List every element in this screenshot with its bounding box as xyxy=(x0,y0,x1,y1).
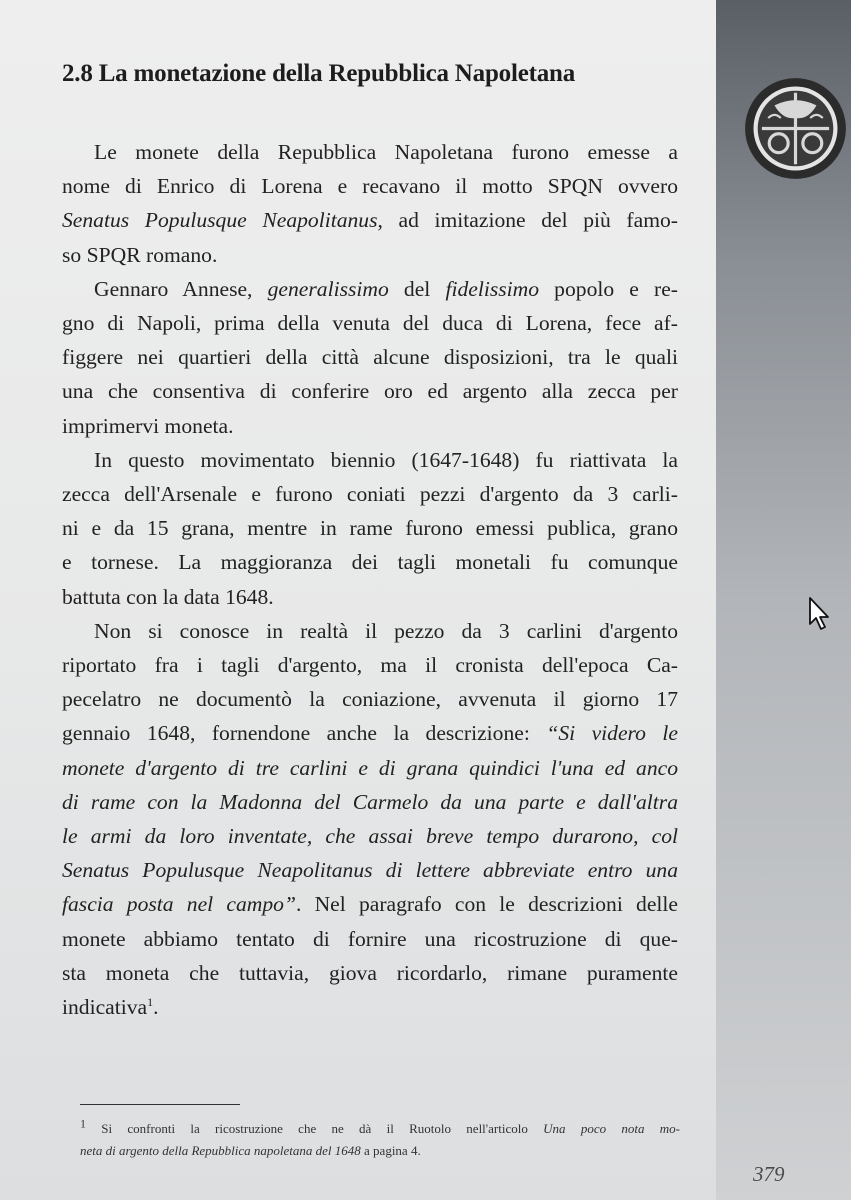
body-text xyxy=(62,135,678,1024)
text-line xyxy=(62,340,678,374)
italic-text: Senatus Populusque Neapolitanus di lettere abbreviate entro una xyxy=(62,858,678,883)
italic-text: monete d'argento di tre carlini e di grana quindici l'una ed anco xyxy=(62,755,678,780)
text-line xyxy=(62,614,678,648)
text-run: ni e da 15 grana, mentre in rame furono emessi publica, grano xyxy=(62,516,678,541)
text-run: . xyxy=(153,995,159,1020)
text-run: figgere nei quartieri della città alcune disposizioni, tra le quali xyxy=(62,345,678,370)
paragraph xyxy=(62,272,678,443)
text-run: gno di Napoli, prima della venuta del duca di Lorena, fece af- xyxy=(62,311,678,336)
text-line xyxy=(62,409,678,443)
text-line xyxy=(62,648,678,682)
text-line xyxy=(62,922,678,956)
circular-coat-of-arms-emblem-icon xyxy=(743,76,848,181)
text-line xyxy=(62,716,678,750)
text-line xyxy=(62,580,678,614)
italic-text: di rame con la Madonna del Carmelo da una parte e dall'altra xyxy=(62,789,678,814)
text-line xyxy=(62,545,678,579)
footnote xyxy=(80,1118,680,1162)
italic-text: le armi da loro inventate, che assai breve tempo durarono, col xyxy=(62,824,678,849)
page-number: 379 xyxy=(753,1162,785,1186)
italic-text: fidelissimo xyxy=(445,276,540,301)
text-run: indicativa xyxy=(62,995,148,1020)
text-run: . Nel paragrafo con le descrizioni delle xyxy=(295,892,678,917)
text-run: gennaio 1648, fornendone anche la descrizione: xyxy=(62,721,547,746)
italic-text: Senatus Populusque Neapolitanus xyxy=(62,208,378,233)
italic-text: fascia posta nel campo” xyxy=(62,892,296,917)
text-run: e tornese. La maggioranza dei tagli monetali fu comunque xyxy=(62,550,678,575)
text-line xyxy=(62,135,678,169)
text-line xyxy=(62,990,678,1024)
text-run: so SPQR romano. xyxy=(62,242,218,267)
text-run: riportato fra i tagli d'argento, ma il cronista dell'epoca Ca- xyxy=(62,653,678,678)
text-run: pecelatro ne documentò la coniazione, avvenuta il giorno 17 xyxy=(62,687,678,712)
text-line xyxy=(62,374,678,408)
paragraph xyxy=(62,614,678,1024)
text-line xyxy=(62,682,678,716)
text-line xyxy=(62,887,678,921)
text-run: una che consentiva di conferire oro ed argento alla zecca per xyxy=(62,379,678,404)
text-line xyxy=(62,169,678,203)
text-run: del xyxy=(388,276,446,301)
text-line xyxy=(62,819,678,853)
text-run: Si confronti la ricostruzione che ne dà il Ruotolo nell'articolo xyxy=(86,1121,544,1136)
text-line xyxy=(62,443,678,477)
text-run: In questo movimentato biennio (1647-1648) fu riattivata la xyxy=(94,447,678,472)
mouse-pointer-icon xyxy=(808,596,832,632)
text-line xyxy=(80,1118,680,1140)
text-line xyxy=(62,785,678,819)
text-line xyxy=(62,751,678,785)
italic-text: “Si videro le xyxy=(546,721,678,746)
italic-text: generalissimo xyxy=(267,276,389,301)
footnote-marker: 1 xyxy=(147,994,154,1009)
text-run: Gennaro Annese, xyxy=(94,276,268,301)
italic-text: neta di argento della Repubblica napoletana del 1648 xyxy=(80,1143,361,1158)
text-line xyxy=(62,511,678,545)
footnote-marker: 1 xyxy=(80,1116,86,1131)
text-run: a pagina 4. xyxy=(360,1143,421,1158)
text-line xyxy=(62,306,678,340)
text-line xyxy=(62,272,678,306)
text-run: sta moneta che tuttavia, giova ricordarlo, rimane puramente xyxy=(62,960,678,985)
text-run: nome di Enrico di Lorena e recavano il motto SPQN ovvero xyxy=(62,174,678,199)
paragraph xyxy=(62,135,678,272)
text-run: Non si conosce in realtà il pezzo da 3 carlini d'argento xyxy=(94,618,678,643)
text-run: battuta con la data 1648. xyxy=(62,584,274,609)
text-line xyxy=(80,1140,680,1162)
text-line xyxy=(62,203,678,237)
text-line xyxy=(62,853,678,887)
text-line xyxy=(62,477,678,511)
text-run: zecca dell'Arsenale e furono coniati pezzi d'argento da 3 carli- xyxy=(62,482,678,507)
footnote-separator xyxy=(80,1104,240,1105)
text-run: popolo e re- xyxy=(539,276,678,301)
text-run: imprimervi moneta. xyxy=(62,413,234,438)
italic-text: Una poco nota mo- xyxy=(543,1121,680,1136)
text-run: Le monete della Repubblica Napoletana furono emesse a xyxy=(94,140,678,164)
text-line xyxy=(62,238,678,272)
paragraph xyxy=(62,443,678,614)
section-title: 2.8 La monetazione della Repubblica Napoletana xyxy=(62,60,576,87)
text-line xyxy=(62,956,678,990)
text-run: monete abbiamo tentato di fornire una ricostruzione di que- xyxy=(62,926,678,951)
text-run: , ad imitazione del più famo- xyxy=(377,208,678,233)
